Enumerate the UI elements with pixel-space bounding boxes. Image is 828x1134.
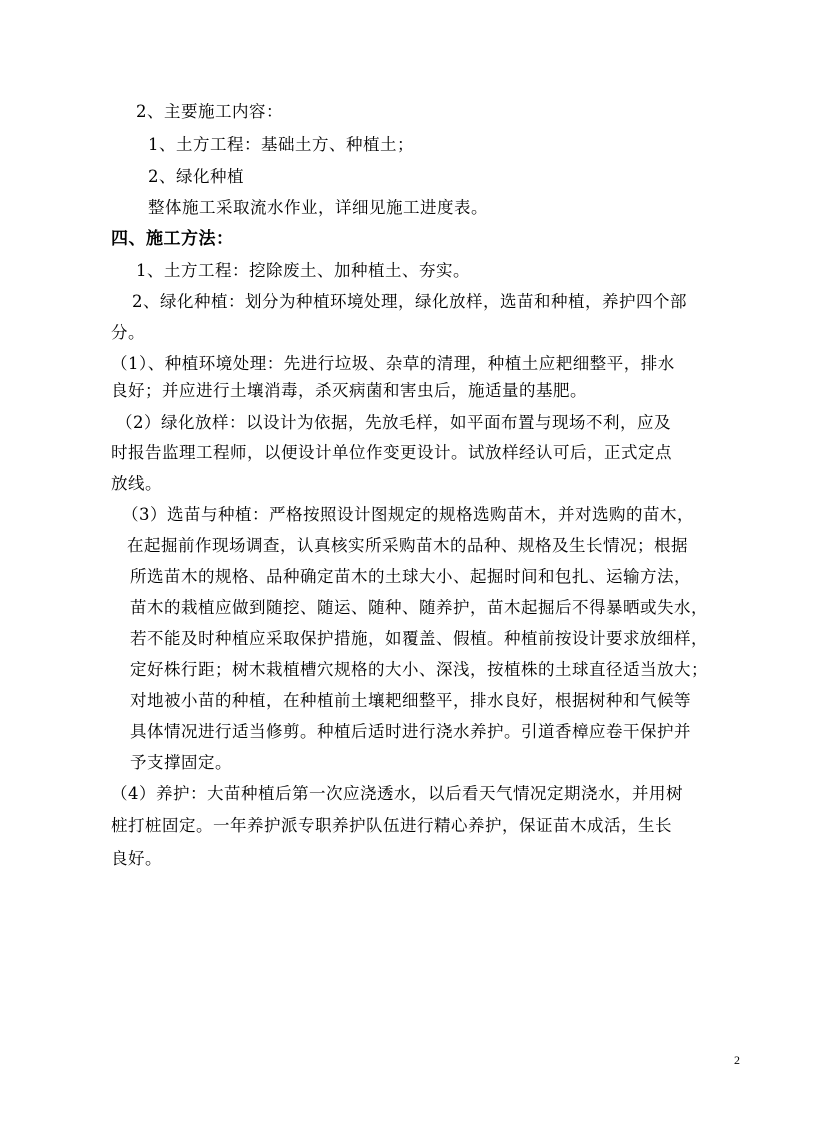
text-line-8: 分。 [111, 323, 145, 342]
text-line-9: （1）、种植环境处理：先进行垃圾、杂草的清理，种植土应耙细整平，排水 [111, 354, 675, 373]
text-line-3: 2、绿化种植 [148, 167, 244, 186]
text-line-2: 1、土方工程：基础土方、种植土； [148, 135, 414, 154]
text-line-17: 苗木的栽植应做到随挖、随运、随种、随养护，苗木起掘后不得暴晒或失水， [130, 598, 708, 617]
text-line-11: （2）绿化放样：以设计为依据，先放毛样，如平面布置与现场不利，应及 [116, 413, 671, 432]
text-line-23: （4）养护：大苗种植后第一次应浇透水，以后看天气情况定期浇水，并用树 [111, 784, 683, 803]
text-line-21: 具体情况进行适当修剪。种植后适时进行浇水养护。引道香樟应卷干保护并 [130, 722, 691, 741]
text-line-24: 桩打桩固定。一年养护派专职养护队伍进行精心养护，保证苗木成活，生长 [111, 816, 672, 835]
page-number: 2 [734, 1053, 740, 1067]
text-line-13: 放线。 [111, 474, 162, 493]
text-line-15: 在起掘前作现场调查，认真核实所采购苗木的品种、规格及生长情况；根据 [127, 536, 688, 555]
text-line-18: 若不能及时种植应采取保护措施，如覆盖、假植。种植前按设计要求放细样， [130, 629, 708, 648]
text-line-12: 时报告监理工程师，以便设计单位作变更设计。试放样经认可后，正式定点 [111, 443, 672, 462]
text-line-10: 良好；并应进行土壤消毒，杀灭病菌和害虫后，施适量的基肥。 [111, 381, 587, 400]
text-line-25: 良好。 [111, 849, 162, 868]
text-line-14: （3）选苗与种植：严格按照设计图规定的规格选购苗木，并对选购的苗木， [122, 505, 694, 524]
text-line-19: 定好株行距；树木栽植槽穴规格的大小、深浅，按植株的土球直径适当放大； [130, 660, 708, 679]
text-line-16: 所选苗木的规格、品种确定苗木的土球大小、起掘时间和包扎、运输方法， [130, 567, 691, 586]
text-line-6: 1、土方工程：挖除废土、加种植土、夯实。 [136, 261, 470, 280]
section-heading: 四、施工方法： [111, 229, 234, 249]
text-line-7: 2、绿化种植：划分为种植环境处理，绿化放样，选苗和种植，养护四个部 [132, 292, 687, 311]
text-line-1: 2、主要施工内容： [136, 102, 283, 121]
text-line-20: 对地被小苗的种植，在种植前土壤耙细整平，排水良好，根据树种和气候等 [130, 691, 691, 710]
text-line-4: 整体施工采取流水作业，详细见施工进度表。 [148, 198, 488, 217]
text-line-22: 予支撑固定。 [130, 753, 232, 772]
